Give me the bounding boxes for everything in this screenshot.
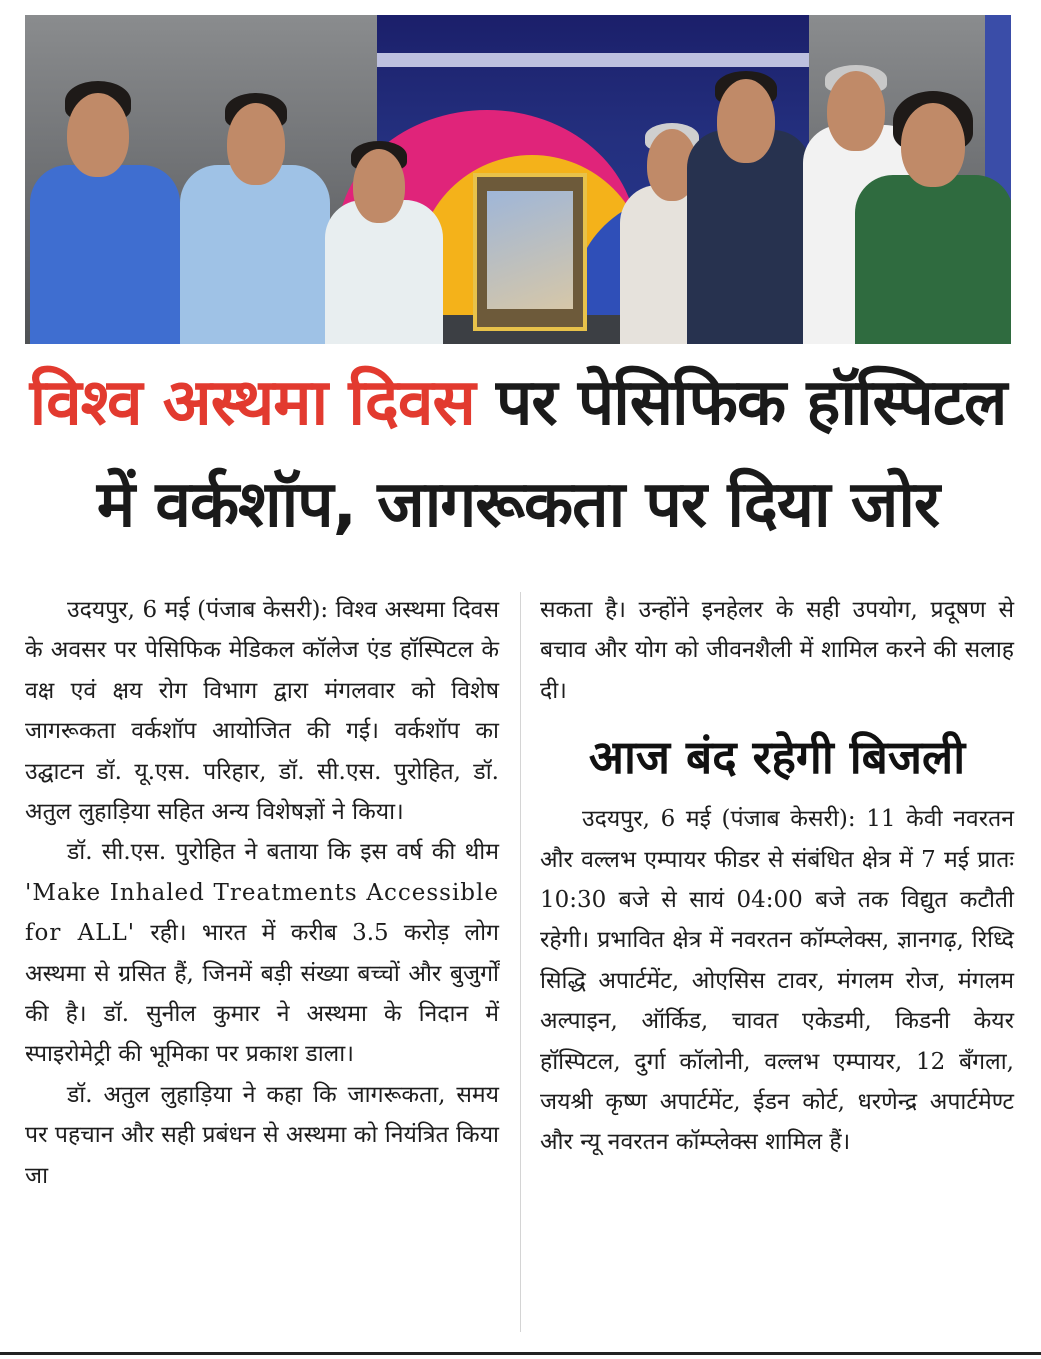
news-photo bbox=[25, 15, 1011, 344]
article-paragraph-3: डॉ. अतुल लुहाड़िया ने कहा कि जागरूकता, समय पर पहचान और सही प्रबंधन से अस्थमा को नियंत्रित किया जा bbox=[25, 1081, 499, 1189]
main-headline bbox=[25, 352, 1011, 556]
article-right-column bbox=[540, 590, 1014, 1163]
article-p2-before: डॉ. सी.एस. पुरोहित ने बताया कि इस वर्ष की थीम bbox=[67, 839, 499, 866]
article-theme-quote: 'Make Inhaled Treatments Accessible for ALL' bbox=[25, 879, 499, 947]
headline-highlight: विश्व अस्थमा दिवस bbox=[29, 366, 475, 440]
headline-line1-rest: पर पेसिफिक हॉस्पिटल bbox=[474, 366, 1007, 440]
article-paragraph-2 bbox=[25, 832, 499, 1074]
column-divider bbox=[520, 592, 521, 1332]
news2-body: उदयपुर, 6 मई (पंजाब केसरी): 11 केवी नवरतन और वल्लभ एम्पायर फीडर से संबंधित क्षेत्र में 7 मई प्रातः 10:30 बजे से सायं 04:00 बजे तक विद्युत कटौती रहेगी। प्रभावित क्षेत्र में नवरतन कॉम्प्लेक्स, ज्ञानगढ़, रिध्दि सिद्धि अपार्टमेंट, ओएसिस टावर, मंगलम रोज, मंगलम अल्पाइन, ऑर्किड, चावत एकेडमी, किडनी केयर हॉस्पिटल, दुर्गा कॉलोनी, वल्लभ एम्पायर, 12 बँगला, जयश्री कृष्ण अपार्टमेंट, ईडन कोर्ट, धरणेन्द्र अपार्टमेण्ट और न्यू नवरतन कॉम्प्लेक्स शामिल हैं। bbox=[540, 806, 1014, 1156]
article-paragraph-1: उदयपुर, 6 मई (पंजाब केसरी): विश्व अस्थमा दिवस के अवसर पर पेसिफिक मेडिकल कॉलेज एंड हॉस्पिटल के वक्ष एवं क्षय रोग विभाग द्वारा मंगलवार को विशेष जागरूकता वर्कशॉप आयोजित की गई। वर्कशॉप का उद्घाटन डॉ. यू.एस. परिहार, डॉ. सी.एस. पुरोहित, डॉ. अतुल लुहाड़िया सहित अन्य विशेषज्ञों ने किया। bbox=[25, 597, 499, 826]
article-p2-after: रही। भारत में करीब 3.5 करोड़ लोग अस्थमा से ग्रसित हैं, जिनमें बड़ी संख्या बच्चों और बुजुर्गों की है। डॉ. सुनील कुमार ने अस्थमा के निदान में स्पाइरोमेट्री की भूमिका पर प्रकाश डाला। bbox=[25, 920, 499, 1068]
decorated-portrait-frame bbox=[473, 173, 587, 331]
article-paragraph-3-continued: सकता है। उन्होंने इनहेलर के सही उपयोग, प्रदूषण से बचाव और योग को जीवनशैली में शामिल करने की सलाह दी। bbox=[540, 597, 1014, 704]
news2-headline: आज बंद रहेगी बिजली bbox=[588, 730, 966, 785]
headline-line2: में वर्कशॉप, जागरूकता पर दिया जोर bbox=[96, 468, 940, 542]
page-bottom-rule bbox=[0, 1352, 1041, 1355]
article-left-column bbox=[25, 590, 499, 1196]
